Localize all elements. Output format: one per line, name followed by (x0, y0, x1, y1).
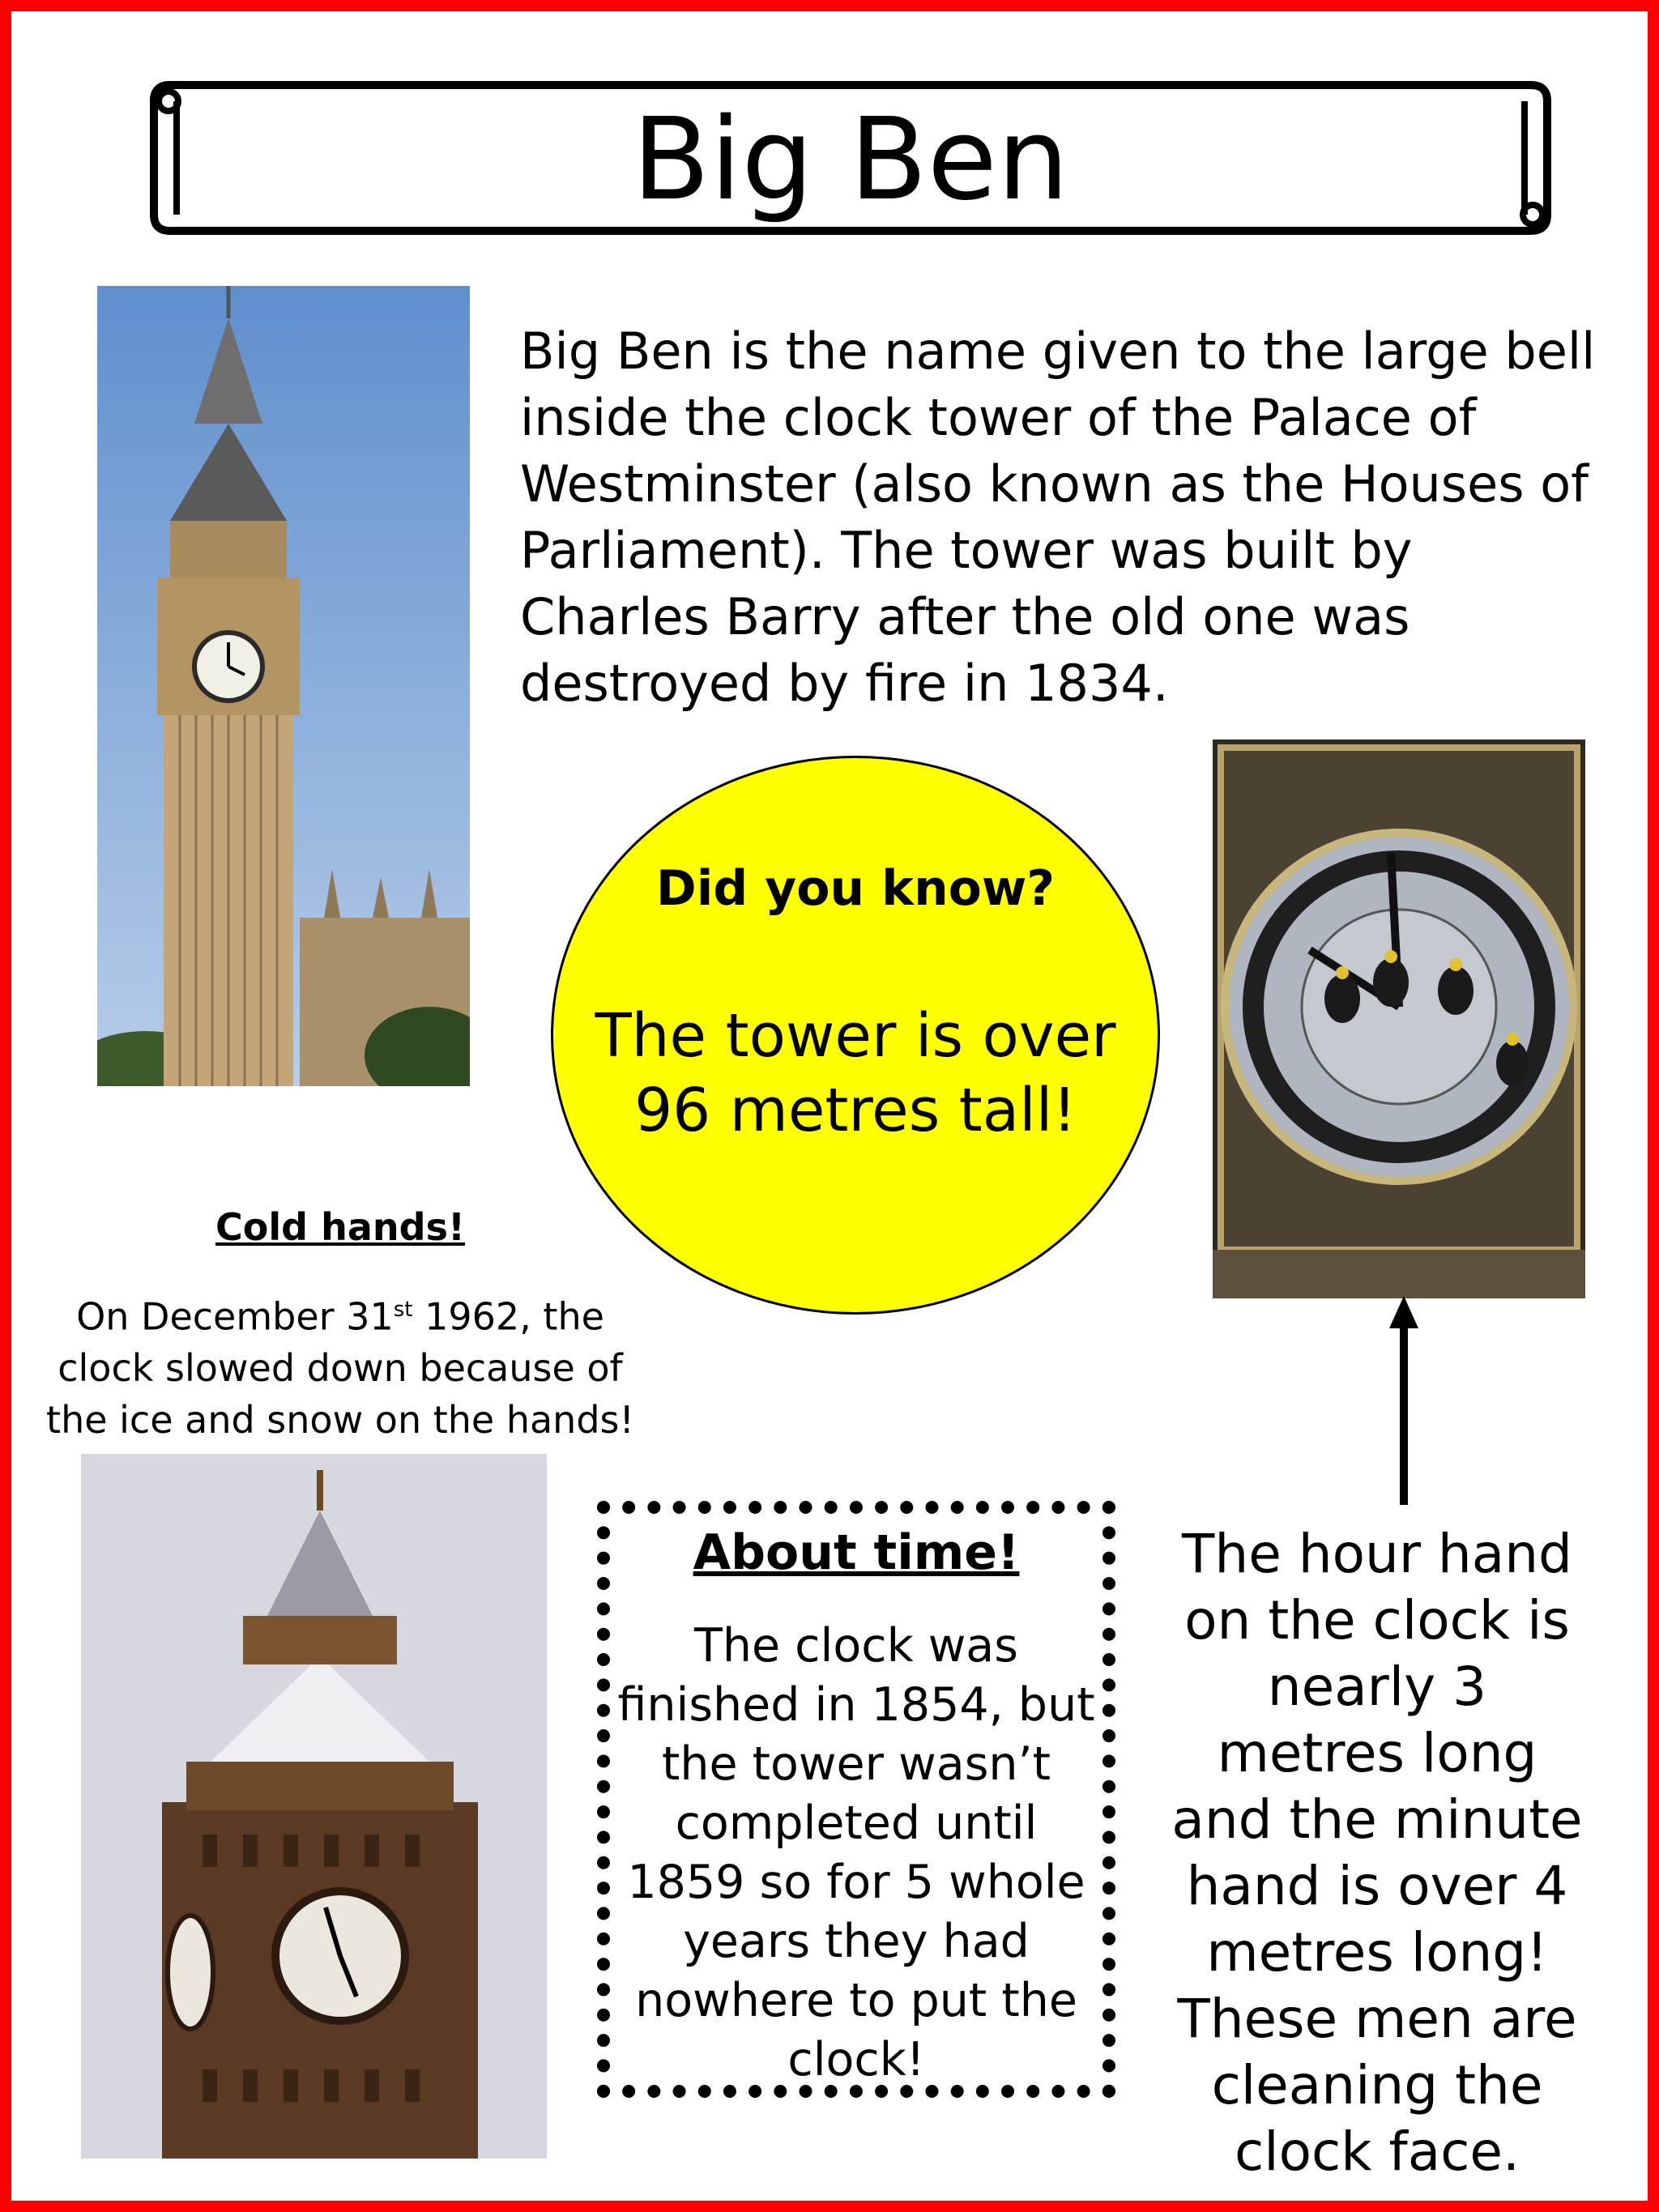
about-time-heading: About time! (693, 1524, 1020, 1581)
clock-face-cleaners-photo (1213, 739, 1585, 1298)
cold-hands-heading: Cold hands! (215, 1205, 465, 1249)
page-title: Big Ben (632, 94, 1069, 226)
clock-hand-fact-text: The hour hand on the clock is nearly 3 metres long and the minute hand is over 4 metres long! These men are cleaning the clock face. (1171, 1523, 1583, 2183)
up-arrow-icon (1380, 1296, 1428, 1507)
intro-paragraph: Big Ben is the name given to the large bell inside the clock tower of the Palace of Westminster (also known as the Houses of Parliament). The tower was built by Charles Barry after the old one was destroyed by fire in 1834. (520, 322, 1596, 713)
did-you-know-text: The tower is over 96 metres tall! (595, 1001, 1116, 1145)
big-ben-clock-tower-closeup-photo (81, 1454, 547, 2159)
big-ben-tower-photo (97, 286, 470, 1086)
cold-hands-text: On December 31st 1962, the clock slowed down because of the ice and snow on the hands! (46, 1294, 634, 1443)
about-time-text: The clock was finished in 1854, but the tower wasn’t completed until 1859 so for 5 whole years they had nowhere to put the clock! (617, 1619, 1095, 2086)
did-you-know-heading: Did you know? (655, 860, 1056, 917)
